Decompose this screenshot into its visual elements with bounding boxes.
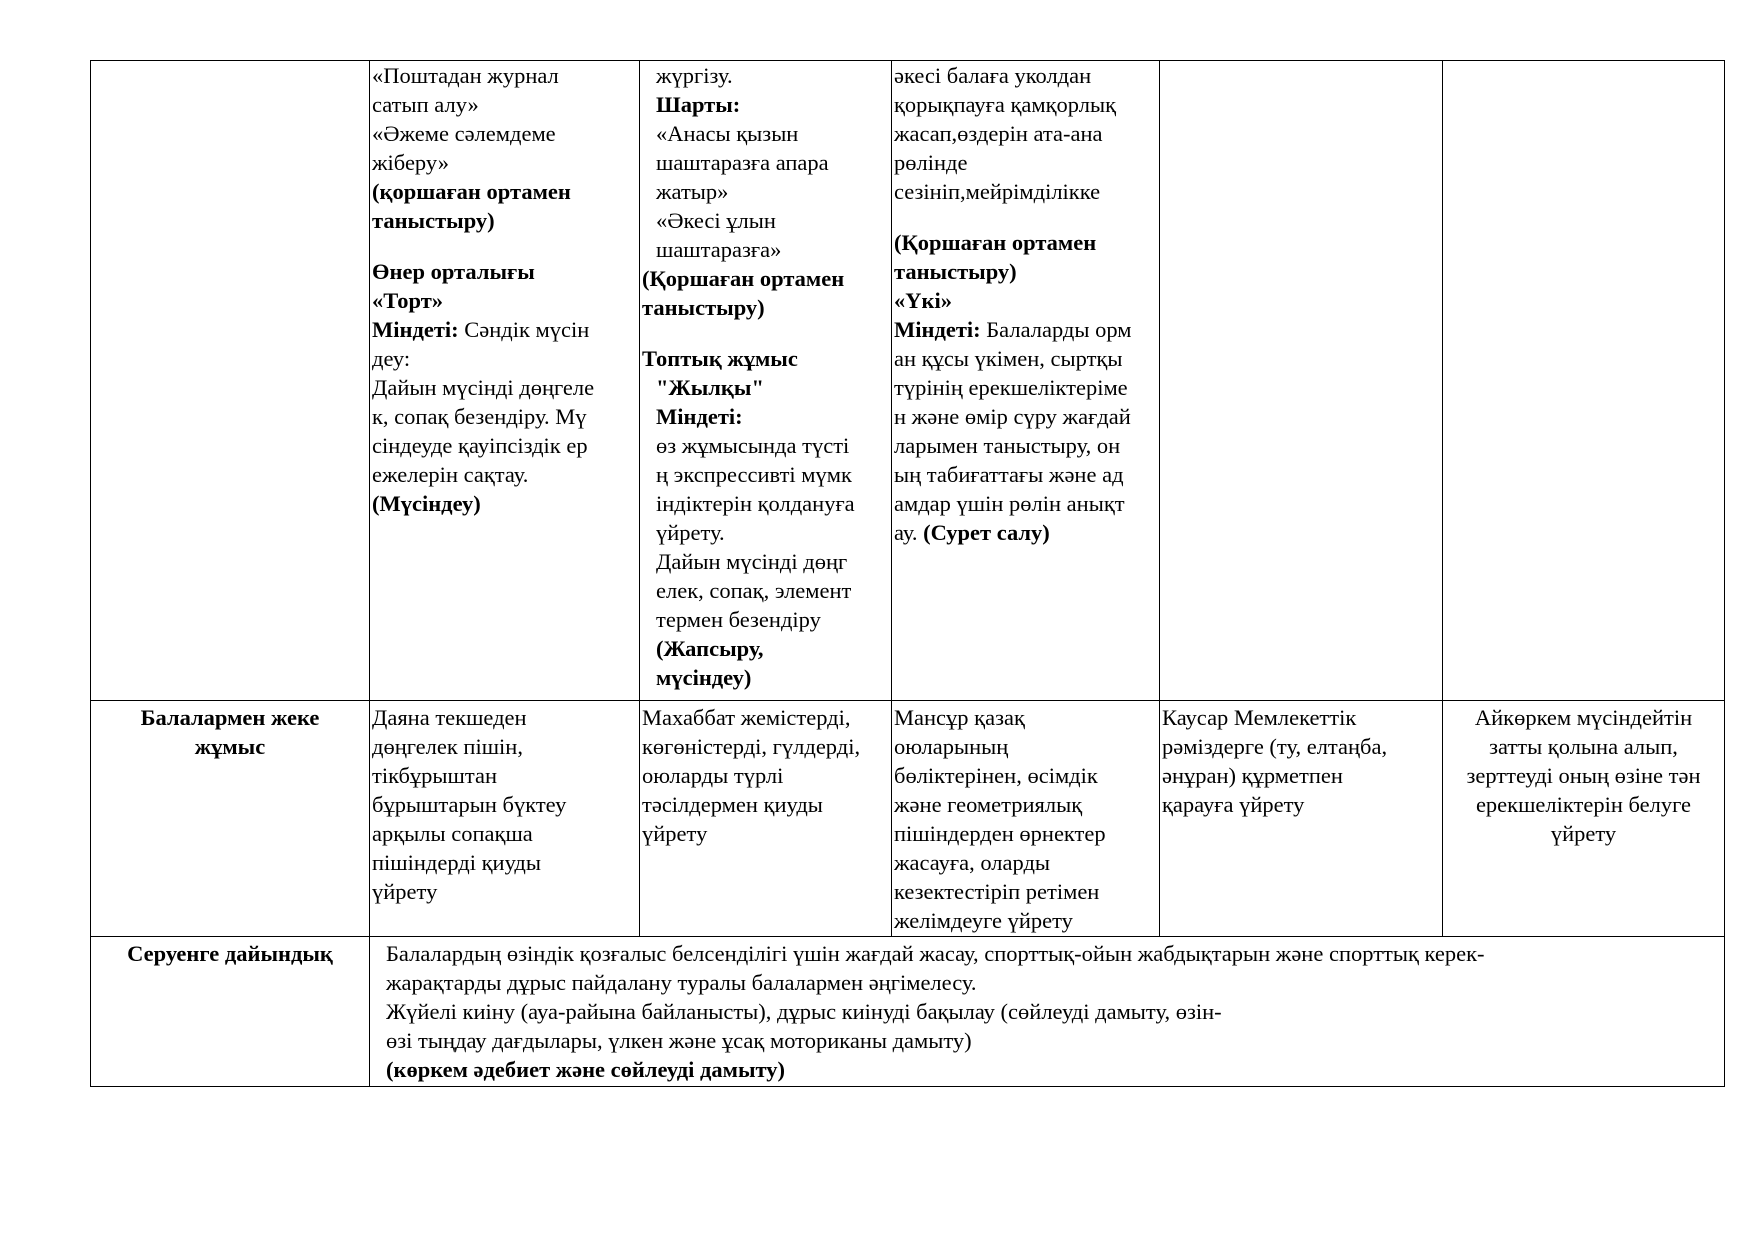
text-run: мүсіндеу): [656, 665, 752, 690]
text-line: [894, 518, 1157, 547]
text-run: (Қоршаған ортамен: [642, 266, 845, 291]
text-line: [386, 968, 1722, 997]
text-run: н және өмір сүру жағдай: [894, 404, 1131, 429]
text-line: [642, 605, 889, 634]
text-run: Балалардың өзіндік қозғалыс белсенділігі үшін жағдай жасау, спорттық-ойын жабдықтарын және спорттық керек-: [386, 941, 1485, 966]
text-line: [642, 547, 889, 576]
text-run: ежелерін сақтау.: [372, 462, 529, 487]
text-line: [1445, 790, 1722, 819]
text-line: [1445, 819, 1722, 848]
text-line: [386, 1026, 1722, 1055]
text-line: [372, 90, 637, 119]
text-run: оюларының: [894, 734, 1009, 759]
text-line: [372, 206, 637, 235]
text-run: (көркем әдебиет және сөйлеуді дамыту): [386, 1057, 786, 1082]
activity-cell: [1443, 61, 1725, 701]
text-run: Каусар Мемлекеттік: [1162, 705, 1357, 730]
activity-cell: [640, 61, 892, 701]
text-line: [372, 257, 637, 286]
text-run: жіберу»: [372, 150, 449, 175]
text-line: [894, 148, 1157, 177]
text-run: затты қолына алып,: [1489, 734, 1678, 759]
text-line: [642, 663, 889, 692]
text-line: [894, 373, 1157, 402]
text-run: пішіндерді қиуды: [372, 850, 541, 875]
text-run: «Үкі»: [894, 288, 952, 313]
activity-cell: [1160, 61, 1443, 701]
text-line: [894, 790, 1157, 819]
text-run: дөңгелек пішін,: [372, 734, 523, 759]
text-line: [372, 460, 637, 489]
text-line: [642, 703, 889, 732]
text-line: [894, 177, 1157, 206]
text-line: [894, 119, 1157, 148]
text-line: [1445, 761, 1722, 790]
text-run: елек, сопақ, элемент: [656, 578, 852, 603]
individual-work-cell: [1160, 701, 1443, 937]
text-line: [642, 790, 889, 819]
text-run: шаштаразға апара: [656, 150, 829, 175]
text-run: таныстыру): [642, 295, 765, 320]
text-run: ан құсы үкімен, сыртқы: [894, 346, 1123, 371]
text-line: [894, 228, 1157, 257]
text-run: «Әжеме сәлемдеме: [372, 121, 556, 146]
text-run: зерттеуді оның өзіне тән: [1466, 763, 1701, 788]
text-line: [894, 489, 1157, 518]
text-run: (Мүсіндеу): [372, 491, 481, 516]
text-line: [642, 119, 889, 148]
text-run: пішіндерден өрнектер: [894, 821, 1106, 846]
table-row: [91, 937, 1725, 1087]
text-run: кезектестіріп ретімен: [894, 879, 1100, 904]
text-run: үйрету: [642, 821, 708, 846]
text-line: [894, 460, 1157, 489]
text-line: [372, 703, 637, 732]
text-line: [1162, 703, 1440, 732]
text-run: оюларды түрлі: [642, 763, 784, 788]
text-line: [642, 489, 889, 518]
text-run: Дайын мүсінді дөңг: [656, 549, 848, 574]
text-run: рәміздерге (ту, елтаңба,: [1162, 734, 1388, 759]
text-run: өз жұмысында түсті: [656, 433, 850, 458]
text-line: [642, 634, 889, 663]
text-line: [642, 344, 889, 373]
text-run: Махаббат жемістерді,: [642, 705, 851, 730]
text-run: үйрету.: [656, 520, 725, 545]
text-run: тәсілдермен қиуды: [642, 792, 823, 817]
text-run: «Торт»: [372, 288, 444, 313]
text-line: [372, 61, 637, 90]
text-run: үйрету: [372, 879, 438, 904]
individual-work-cell: [370, 701, 640, 937]
text-run: «Анасы қызын: [656, 121, 799, 146]
text-line: [894, 286, 1157, 315]
text-run: (Жапсыру,: [656, 636, 764, 661]
text-line: [372, 373, 637, 402]
blank-line: [642, 322, 889, 344]
text-line: [1162, 790, 1440, 819]
text-line: [642, 293, 889, 322]
text-run: сезініп,мейрімділікке: [894, 179, 1101, 204]
walk-preparation-cell: [370, 937, 1725, 1087]
text-line: [894, 761, 1157, 790]
text-run: арқылы сопақша: [372, 821, 533, 846]
text-run: ерекшеліктерін белуге: [1475, 792, 1692, 817]
text-run: әнұран) құрметпен: [1162, 763, 1343, 788]
text-run: өзі тыңдау дағдылары, үлкен және ұсақ моториканы дамыту): [386, 1028, 972, 1053]
text-run: (Қоршаған ортамен: [894, 230, 1097, 255]
text-run: жасауға, оларды: [894, 850, 1051, 875]
text-run: бөліктерінен, өсімдік: [894, 763, 1098, 788]
text-run: қорықпауға қамқорлық: [894, 92, 1117, 117]
row-label: Серуенге дайындық: [127, 941, 333, 966]
text-run: түрінің ерекшеліктеріме: [894, 375, 1128, 400]
text-run: ау.: [894, 520, 924, 545]
row-label-cell: [91, 937, 370, 1087]
activity-cell: [370, 61, 640, 701]
text-line: [894, 90, 1157, 119]
text-line: [386, 997, 1722, 1026]
text-line: [372, 148, 637, 177]
text-run: деу:: [372, 346, 411, 371]
text-line: [372, 819, 637, 848]
bold-label: Міндеті:: [894, 317, 981, 342]
text-line: [1445, 703, 1722, 732]
text-line: [372, 790, 637, 819]
text-line: [642, 373, 889, 402]
text-run: қарауға үйрету: [1162, 792, 1305, 817]
text-line: [894, 402, 1157, 431]
individual-work-cell: [1443, 701, 1725, 937]
individual-work-cell: [892, 701, 1160, 937]
text-line: [1445, 732, 1722, 761]
table-row: [91, 701, 1725, 937]
row-label: жұмыс: [194, 734, 266, 759]
text-line: [642, 518, 889, 547]
text-line: [372, 315, 637, 344]
text-line: [642, 732, 889, 761]
text-run: ларымен таныстыру, он: [894, 433, 1121, 458]
text-line: [894, 848, 1157, 877]
text-run: желімдеуге үйрету: [894, 908, 1073, 933]
text-line: [372, 119, 637, 148]
text-run: бұрыштарын бүктеу: [372, 792, 567, 817]
blank-line: [894, 206, 1157, 228]
text-line: [894, 703, 1157, 732]
text-run: жарақтарды дұрыс пайдалану туралы балалармен әңгімелесу.: [386, 970, 977, 995]
text-line: [372, 431, 637, 460]
text-run: жүргізу.: [656, 63, 733, 88]
text-line: [1162, 732, 1440, 761]
text-line: [372, 761, 637, 790]
text-run: көгөністерді, гүлдерді,: [642, 734, 861, 759]
text-run: үйрету: [1550, 821, 1617, 846]
plan-table: [90, 60, 1725, 1087]
text-run: "Жылқы": [656, 375, 764, 400]
text-line: [372, 402, 637, 431]
row-label-cell: [91, 701, 370, 937]
text-line: [372, 489, 637, 518]
text-line: [372, 732, 637, 761]
text-run: және геометриялық: [894, 792, 1083, 817]
text-line: [642, 819, 889, 848]
text-run: тікбұрыштан: [372, 763, 497, 788]
text-run: сіндеуде қауіпсіздік ер: [372, 433, 588, 458]
text-run: амдар үшін рөлін анықт: [894, 491, 1125, 516]
text-run: ң экспрессивті мүмк: [656, 462, 852, 487]
text-line: [642, 90, 889, 119]
text-line: [894, 315, 1157, 344]
text-line: [642, 235, 889, 264]
text-run: шаштаразға»: [656, 237, 782, 262]
row-label-cell: [91, 61, 370, 701]
text-run: рөлінде: [894, 150, 968, 175]
text-line: [642, 206, 889, 235]
text-line: [642, 177, 889, 206]
text-run: жатыр»: [656, 179, 729, 204]
text-run: к, сопақ безендіру. Мү: [372, 404, 587, 429]
text-run: «Поштадан журнал: [372, 63, 559, 88]
activity-cell: [892, 61, 1160, 701]
text-line: [372, 177, 637, 206]
text-line: [1162, 761, 1440, 790]
text-line: [894, 257, 1157, 286]
text-run: Шарты:: [656, 92, 741, 117]
text-run: ың табиғаттағы және ад: [894, 462, 1124, 487]
bold-label: (Сурет салу): [923, 520, 1050, 545]
text-run: Өнер орталығы: [372, 259, 535, 284]
text-run: Топтық жұмыс: [642, 346, 798, 371]
text-run: таныстыру): [894, 259, 1017, 284]
text-line: [894, 877, 1157, 906]
text-line: [894, 344, 1157, 373]
text-run: індіктерін қолдануға: [656, 491, 855, 516]
text-line: [642, 402, 889, 431]
text-run: Мансұр қазақ: [894, 705, 1025, 730]
text-run: Айкөркем мүсіндейтін: [1474, 705, 1693, 730]
text-run: Даяна текшеден: [372, 705, 527, 730]
text-line: [372, 286, 637, 315]
bold-label: Міндеті:: [372, 317, 459, 342]
text-line: [642, 431, 889, 460]
text-line: [642, 264, 889, 293]
text-run: таныстыру): [372, 208, 495, 233]
text-line: [642, 148, 889, 177]
text-line: [372, 344, 637, 373]
text-run: әкесі балаға уколдан: [894, 63, 1092, 88]
text-run: Жүйелі киіну (ауа-райына байланысты), дұрыс киінуді бақылау (сөйлеуді дамыту, өзін-: [386, 999, 1222, 1024]
text-run: Міндеті:: [656, 404, 743, 429]
text-line: [894, 431, 1157, 460]
table-row: [91, 61, 1725, 701]
text-run: Сәндік мүсін: [458, 317, 590, 342]
text-line: [894, 61, 1157, 90]
text-line: [894, 732, 1157, 761]
text-run: термен безендіру: [656, 607, 821, 632]
text-line: [642, 460, 889, 489]
text-run: сатып алу»: [372, 92, 479, 117]
text-run: жасап,өздерін ата-ана: [894, 121, 1103, 146]
text-line: [372, 877, 637, 906]
blank-line: [372, 235, 637, 257]
text-line: [894, 906, 1157, 935]
row-label: Балалармен жеке: [140, 705, 320, 730]
text-line: [372, 848, 637, 877]
text-run: Балаларды орм: [980, 317, 1132, 342]
text-line: [642, 61, 889, 90]
text-line: [386, 939, 1722, 968]
text-run: «Әкесі ұлын: [656, 208, 776, 233]
text-line: [642, 576, 889, 605]
text-line: [386, 1055, 1722, 1084]
text-line: [642, 761, 889, 790]
text-line: [894, 819, 1157, 848]
text-run: (қоршаған ортамен: [372, 179, 571, 204]
text-run: Дайын мүсінді дөңгеле: [372, 375, 595, 400]
individual-work-cell: [640, 701, 892, 937]
